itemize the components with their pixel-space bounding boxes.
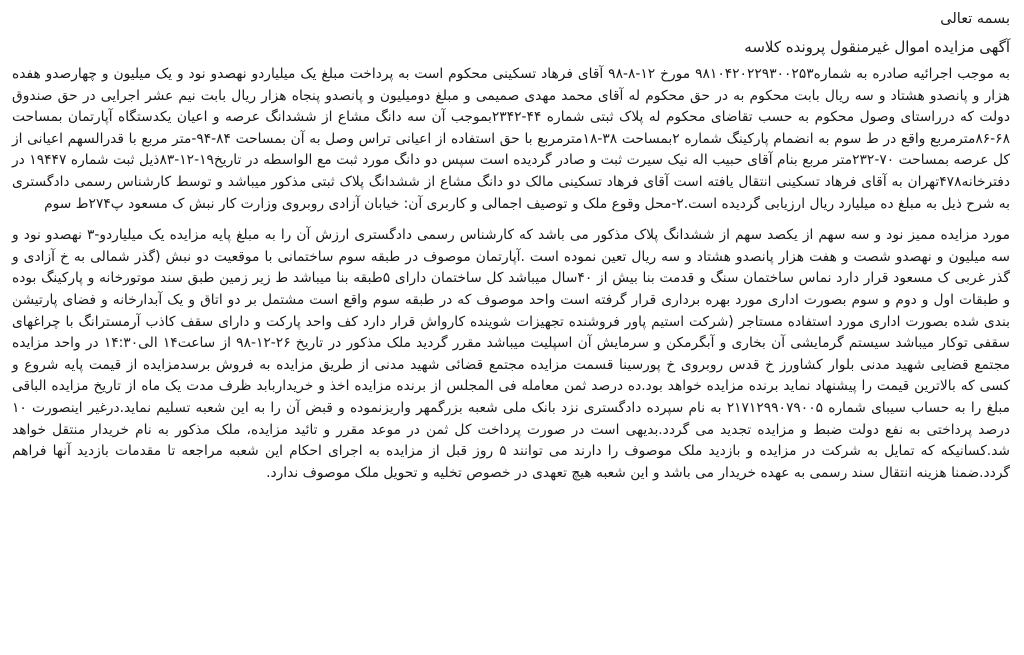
paragraph-auction-details: مورد مزایده ممیز نود و سه سهم از یکصد سهم از ششدانگ پلاک مذکور می باشد که کارشناس رسمی دادگستری ارزش آن را به مبلغ پایه مزایده یک میلیاردو-۳ نهصدو نود و سه میلیون و نهصدو شصت و هفت هزار پانصدو هشتاد و سه ریال تعین نموده است .آپارتمان موصوف در طبقه سوم ساختمانی با موقعیت دو نبش (گذر شمالی به خ آزادی و گذر غربی ک مسعود قرار دارد نماس ساختمان سنگ و قدمت بنا بیش از ۴۰سال میباشد کل ساختمان دارای ۵طبقه بنا میباشد ط زیر زمین طبق سند موتورخانه و پارکینگ بوده و طبقات اول و دوم و سوم بصورت اداری مورد بهره برداری قرار گرفته است واحد موصوف که در طبقه سوم واقع است مشتمل بر دو اتاق و یک آبدارخانه و فضای پارتیشن بندی شده بصورت اداری مورد استفاده مستاجر (شرکت استیم پاور فروشنده تجهیزات شوینده کارواش قرار دارد کف واحد پارکت و دارای سقف کاذب آرمسترانگ با چراغهای سقفی توکار میباشد سیستم گرمایشی آن بخاری و آبگرمکن و سرمایش آن اسپلیت میباشد مقرر گردید ملک مذکور در تاریخ ۲۶-۱۲-۹۸ از ساعت۱۴ الی۱۴:۳۰ در واحد مزایده مجتمع قضایی شهید مدنی بلوار کشاورز خ قدس روبروی خ پورسینا قسمت مزایده مجتمع قضائی شهید مدنی از طریق مزایده به فروش برسدمزایده از قیمت پایه شروع و کسی که بالاترین قیمت را پیشنهاد نماید برنده مزایده خواهد بود.ده درصد ثمن معامله فی المجلس از برنده مزایده اخذ و خریداربابد ظرف مدت یک ماه از تاریخ مزایده الباقی مبلغ را به حساب سیبای شماره ۲۱۷۱۲۹۹۰۷۹۰۰۵ به نام سپرده دادگستری نزد بانک ملی شعبه بزرگمهر واریزنموده و قبض آن را به این شعبه تسلیم نماید.درغیر اینصورت ۱۰ درصد پرداختی به نفع دولت ضبط و مزایده تجدید می گردد.بدیهی است در صورت پرداخت کل ثمن در موعد مقرر و تائید مزایده، ملک مذکور به نام خریدار منتقل خواهد شد.کسانیکه که تمایل به شرکت در مزایده و بازدید ملک موصوف را دارند می توانند ۵ روز قبل از مزایده به اجرای احکام این شعبه مراجعه تا مقدمات بازدید آنها فراهم گردد.ضمنا هزینه انتقال سند رسمی به عهده خریدار می باشد و این شعبه هیچ تعهدی در خصوص تخلیه و تحویل ملک موصوف ندارد. bbox=[12, 227, 1011, 481]
document-title: آگهی مزایده اموال غیرمنقول پرونده کلاسه bbox=[744, 38, 1010, 56]
auction-notice-document bbox=[8, 8, 1016, 647]
document-heading: بسمه تعالی bbox=[940, 11, 1010, 27]
paragraph-execution-order: به موجب اجرائیه صادره به شماره۹۸۱۰۴۲۰۲۲۹۳۰۰۲۵۳ مورخ ۱۲-۸-۹۸ آقای فرهاد تسکینی محکوم است به پرداخت مبلغ یک میلیاردو نهصدو نود و یک میلیون و چهارصدو هفده هزار و پانصدو هشتاد و سه ریال بابت محکوم به در حق محکوم له آقای محمد مهدی صمیمی و مبلغ دومیلیون و پانصدو پنجاه هزار ریال بابت نیم عشر اجرایی در حق صندوق دولت که درراستای وصول محکوم به حسب تقاضای محکوم له پلاک ثبتی شماره ۴۴-۲۳۴۲بموجب آن سه دانگ مشاع از ششدانگ عرصه و اعیان یکدستگاه آپارتمان بمساحت ۶۸-۸۶مترمربع واقع در ط سوم به انضمام پارکینگ شماره ۲بمساحت ۳۸-۱۸مترمربع با حق استفاده از اعیانی تراس وصل به آن بمساحت ۸۴-۹۴-متر مربع با قدرالسهم اعیانی از کل عرصه بمساحت ۷۰-۲۳۲متر مربع بنام آقای حبیب اله نیک سیرت ثبت و صادر گردیده است سپس دو دانگ مورد ثبت مع الواسطه در تاریخ۱۹-۱۲-۸۳ذیل ثبت شماره ۱۹۴۴۷ در دفترخانه۴۷۸تهران به آقای فرهاد تسکینی انتقال یافته است آقای فرهاد تسکینی مالک دو دانگ مشاع از ششدانگ پلاک ثبتی مذکور میباشد و توسط کارشناس رسمی دادگستری به شرح ذیل به مبلغ ده میلیارد ریال ارزیابی گردیده است.۲-محل وقوع ملک و توصیف اجمالی و کاربری آن: خیابان آزادی روبروی وزارت کار نبش ک مسعود پ۲۷۴ط سوم bbox=[12, 66, 1011, 212]
